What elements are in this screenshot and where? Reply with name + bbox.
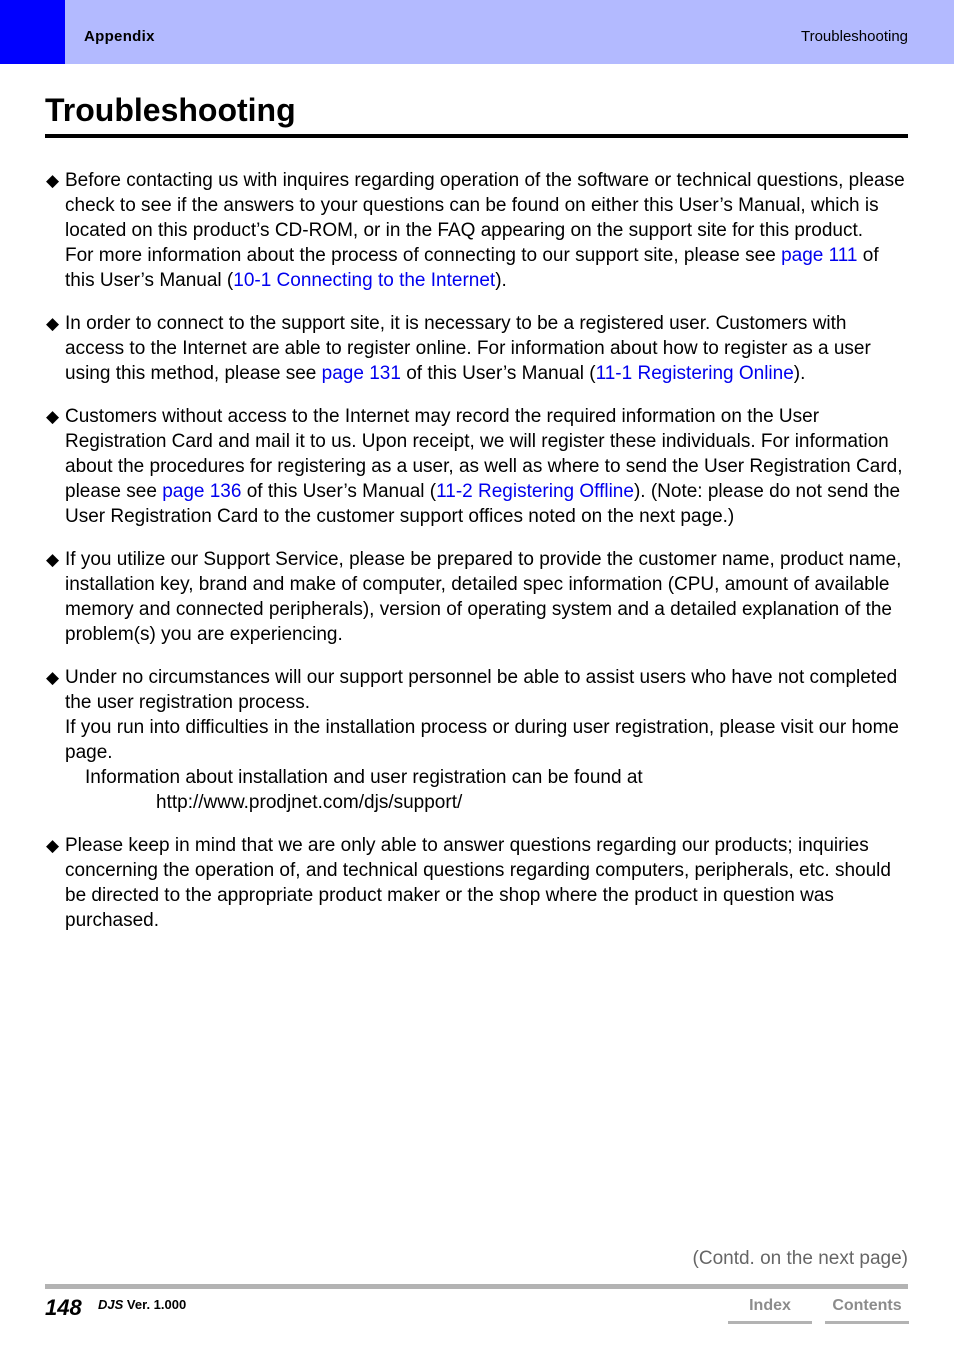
item-text: of this User’s Manual ( [65, 245, 879, 291]
main-content [45, 168, 908, 951]
header-topic-label: Troubleshooting [800, 28, 908, 45]
header-section-label: Appendix [84, 28, 155, 45]
item-paragraph [65, 404, 908, 529]
link-registering-offline[interactable]: 11-2 Registering Offline [436, 481, 634, 502]
item-text: For more information about the process of connecting to our support site, please see [65, 245, 782, 266]
list-item [45, 665, 908, 815]
version-label: Ver. 1.000 [126, 1297, 187, 1312]
item-text: ). [495, 270, 507, 291]
list-item [45, 311, 908, 386]
item-paragraph: If you run into difficulties in the installation process or during user registration, please visit our home page. [65, 717, 899, 763]
continued-note: (Contd. on the next page) [692, 1248, 908, 1269]
item-text: of this User’s Manual ( [241, 481, 437, 502]
diamond-bullet-icon: ◆ [46, 550, 60, 569]
link-page-111[interactable]: page 111 [781, 245, 858, 266]
support-info-text: Information about installation and user registration can be found at [85, 767, 643, 788]
item-text: Before contacting us with inquires regarding operation of the software or technical questions, please check to see if the answers to your questions can be found on either this User’s Manual, which is located on this product’s CD-ROM, or in the FAQ appearing on the support site for this product. [65, 170, 905, 241]
item-paragraph: Please keep in mind that we are only able to answer questions regarding our products; inquiries concerning the operation of, and technical questions regarding computers, peripherals, etc. should be directed to the appropriate product maker or the shop where the product in question was purchased. [65, 835, 891, 931]
diamond-bullet-icon: ◆ [46, 171, 60, 190]
diamond-bullet-icon: ◆ [46, 314, 60, 333]
title-underline [45, 134, 908, 138]
product-brand: DJS [98, 1297, 124, 1312]
item-paragraph: If you utilize our Support Service, please be prepared to provide the customer name, product name, installation key, brand and make of computer, detailed spec information (CPU, amount of available memory and connected peripherals), version of operating system and a detailed explanation of the problem(s) you are experiencing. [65, 549, 902, 645]
item-paragraph: Under no circumstances will our support personnel be able to assist users who have not completed the user registration process. [65, 667, 898, 713]
item-paragraph [65, 311, 908, 386]
list-item [45, 547, 908, 647]
diamond-bullet-icon: ◆ [46, 407, 60, 426]
header-color-tab [0, 0, 65, 64]
contents-button[interactable]: Contents [825, 1295, 909, 1324]
item-text: In order to connect to the support site, it is necessary to be a registered user. Customers with access to the Internet are able to register online. For information about how to register as a user using this method, please see [65, 313, 871, 384]
link-registering-online[interactable]: 11-1 Registering Online [595, 363, 794, 384]
footer-divider [45, 1284, 908, 1289]
item-paragraph [65, 243, 908, 293]
item-paragraph [65, 168, 908, 243]
page-number: 148 [45, 1295, 82, 1320]
page-title: Troubleshooting [45, 92, 296, 128]
product-version [98, 1297, 186, 1312]
item-text: of this User’s Manual ( [400, 363, 596, 384]
link-page-136[interactable]: page 136 [162, 481, 242, 502]
item-text: ). (Note: please do not send the User Registration Card to the customer support offices noted on the next page.) [65, 481, 901, 527]
diamond-bullet-icon: ◆ [46, 668, 60, 687]
link-connecting-to-internet[interactable]: 10-1 Connecting to the Internet [233, 270, 496, 291]
item-text: Customers without access to the Internet may record the required information on the User Registration Card and mail it to us. Upon receipt, we will register these individuals. For information about the procedures for registering as a user, as well as where to send the User Registration Card, please see [65, 406, 903, 502]
list-item [45, 404, 908, 529]
page-header [0, 0, 954, 64]
link-page-131[interactable]: page 131 [321, 363, 401, 384]
list-item [45, 168, 908, 293]
item-text: ). [793, 363, 806, 384]
list-item [45, 833, 908, 933]
support-url: http://www.prodjnet.com/djs/support/ [156, 792, 463, 813]
diamond-bullet-icon: ◆ [46, 836, 60, 855]
index-button[interactable]: Index [728, 1295, 812, 1324]
